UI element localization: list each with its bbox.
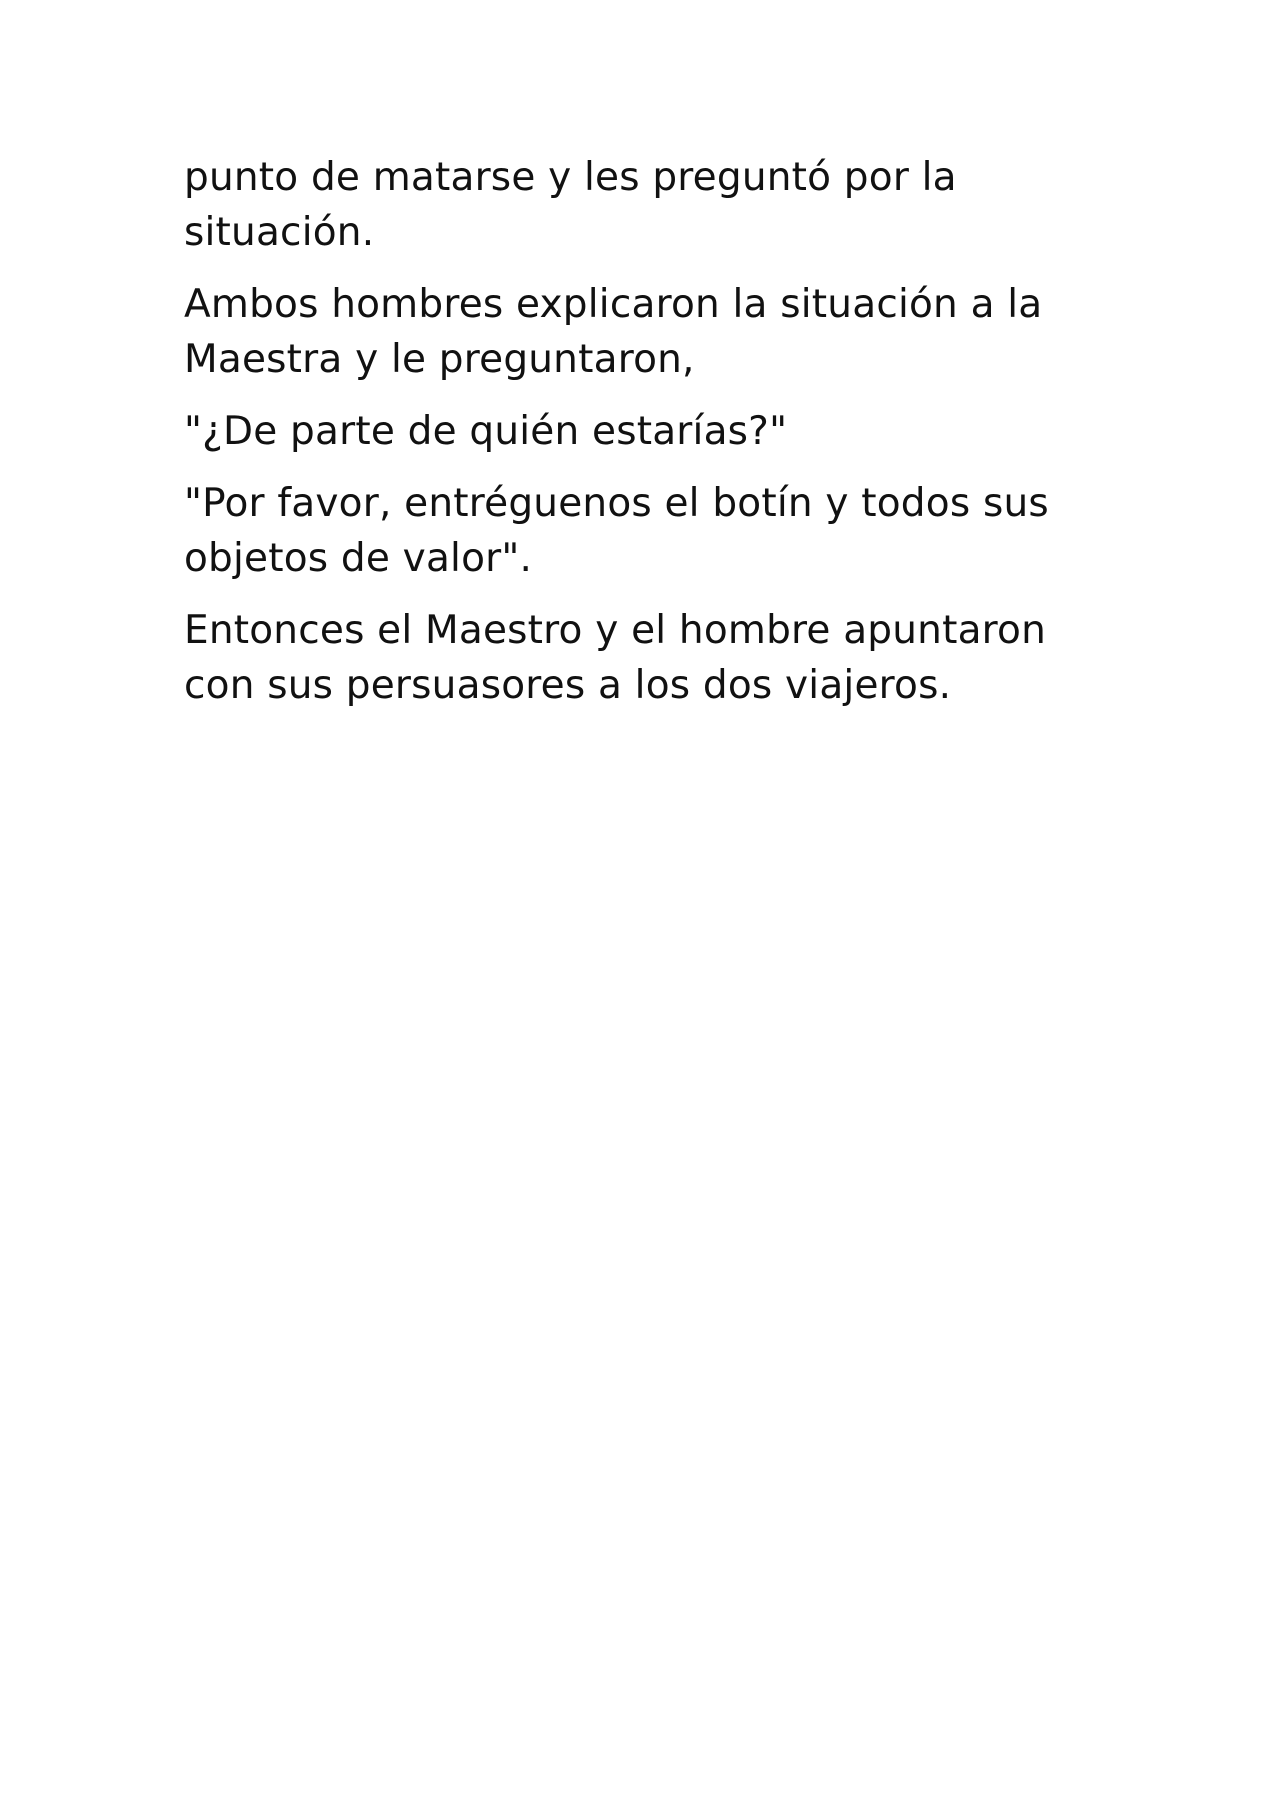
paragraph-1: punto de matarse y les preguntó por la situación. — [184, 155, 957, 255]
paragraph-5: Entonces el Maestro y el hombre apuntaron con sus persuasores a los dos viajeros. — [184, 608, 1047, 708]
paragraph-4: "Por favor, entréguenos el botín y todos sus objetos de valor". — [184, 481, 1049, 581]
body-text — [184, 150, 1084, 730]
paragraph-3: "¿De parte de quién estarías?" — [184, 409, 788, 454]
paragraph-2: Ambos hombres explicaron la situación a la Maestra y le preguntaron, — [184, 282, 1043, 382]
